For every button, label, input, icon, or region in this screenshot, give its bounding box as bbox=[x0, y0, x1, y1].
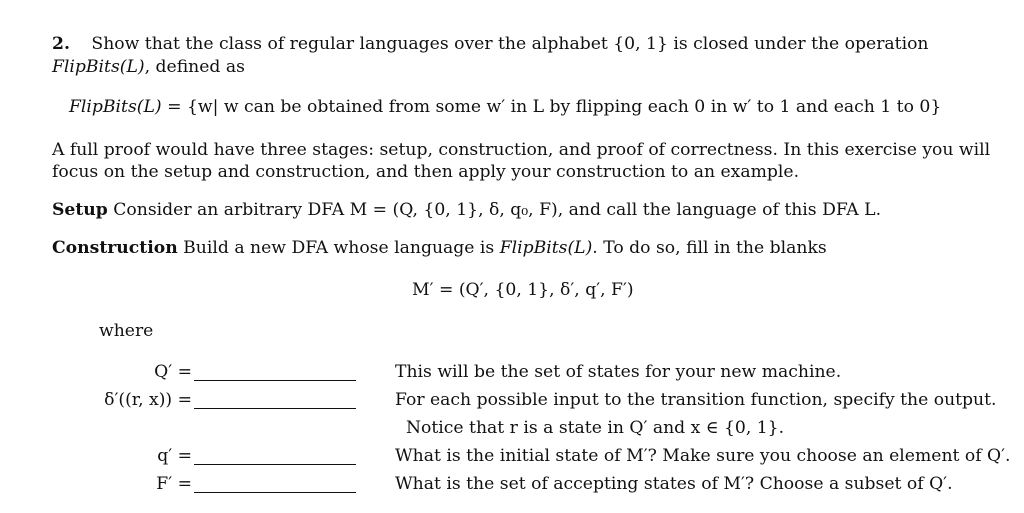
problem-intro-line1 bbox=[52, 33, 929, 55]
blank-delta-description: For each possible input to the transition function, specify the output. bbox=[395, 390, 997, 410]
blank-delta-label: δ′((r, x)) = bbox=[104, 390, 192, 410]
construction-flipbits: FlipBits(L) bbox=[499, 238, 593, 258]
setup-text: Consider an arbitrary DFA M = (Q, {0, 1}, δ, q₀, F), and call the language of this DFA L. bbox=[113, 200, 882, 220]
blank-accept-field[interactable] bbox=[194, 492, 356, 493]
definition-rhs: = {w| w can be obtained from some w′ in L by flipping each 0 in w′ to 1 and each 1 to 0} bbox=[167, 97, 942, 117]
setup-paragraph bbox=[52, 199, 881, 221]
construction-paragraph bbox=[52, 237, 827, 259]
blank-accept-label: F′ = bbox=[156, 474, 192, 494]
problem-intro-rest: , defined as bbox=[144, 57, 245, 77]
blank-delta-field[interactable] bbox=[194, 408, 356, 409]
blank-q-field[interactable] bbox=[194, 380, 356, 381]
setup-label: Setup bbox=[52, 200, 108, 220]
construction-label: Construction bbox=[52, 238, 178, 258]
blank-initial-label: q′ = bbox=[157, 446, 192, 466]
blank-q-label: Q′ = bbox=[154, 362, 192, 382]
paragraph-line2: focus on the setup and construction, and then apply your construction to an example. bbox=[52, 162, 800, 182]
blank-q-description: This will be the set of states for your new machine. bbox=[395, 362, 842, 382]
problem-number: 2. bbox=[52, 34, 70, 54]
definition-equation bbox=[69, 96, 941, 118]
problem-intro-line2 bbox=[52, 56, 245, 78]
machine-formula: M′ = (Q′, {0, 1}, δ′, q′, F′) bbox=[412, 280, 634, 300]
paragraph-line1: A full proof would have three stages: setup, construction, and proof of correctness. In this exercise you will bbox=[52, 140, 991, 160]
blank-initial-field[interactable] bbox=[194, 464, 356, 465]
problem-intro-text: Show that the class of regular languages over the alphabet {0, 1} is closed under the operation bbox=[91, 34, 929, 54]
blank-delta-note: Notice that r is a state in Q′ and x ∈ {0, 1}. bbox=[406, 418, 785, 438]
where-label: where bbox=[99, 321, 154, 341]
blank-initial-description: What is the initial state of M′? Make sure you choose an element of Q′. bbox=[395, 446, 1011, 466]
definition-lhs: FlipBits(L) bbox=[69, 97, 162, 117]
construction-text-after: . To do so, fill in the blanks bbox=[592, 238, 827, 258]
blank-accept-description: What is the set of accepting states of M′? Choose a subset of Q′. bbox=[395, 474, 953, 494]
construction-text-before: Build a new DFA whose language is bbox=[183, 238, 495, 258]
flipbits-name: FlipBits(L) bbox=[52, 57, 145, 77]
